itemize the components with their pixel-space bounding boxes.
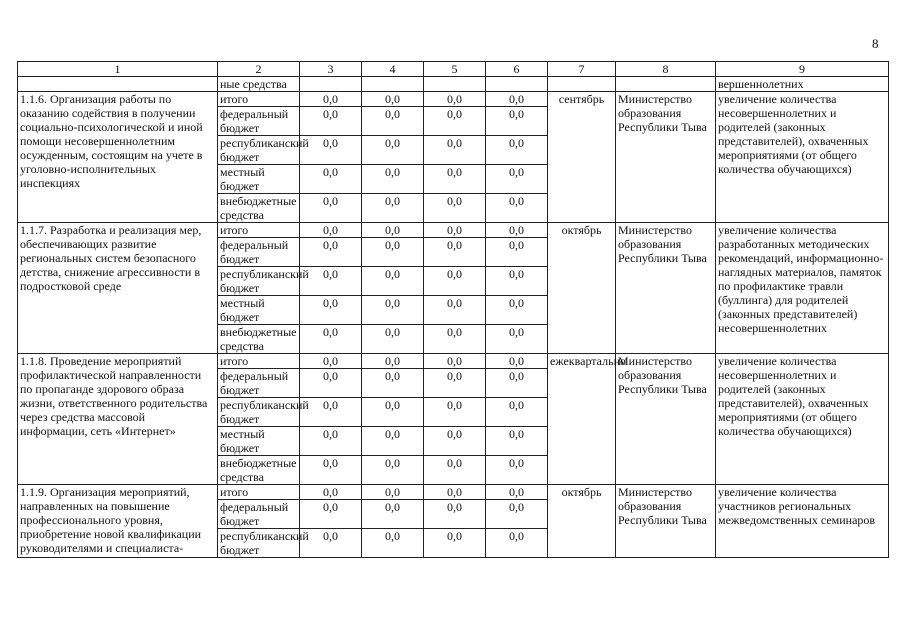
funding-source-label: внебюджетные средства bbox=[218, 325, 300, 354]
continuation-result-text: вершеннолетних bbox=[716, 77, 889, 92]
funding-value: 0,0 bbox=[486, 325, 548, 354]
funding-source-label: местный бюджет bbox=[218, 296, 300, 325]
funding-value: 0,0 bbox=[362, 296, 424, 325]
funding-value: 0,0 bbox=[362, 398, 424, 427]
funding-value: 0,0 bbox=[486, 485, 548, 500]
funding-value: 0,0 bbox=[486, 107, 548, 136]
funding-value: 0,0 bbox=[486, 369, 548, 398]
table-row bbox=[18, 485, 889, 500]
funding-source-label: республиканский бюджет bbox=[218, 529, 300, 558]
funding-value: 0,0 bbox=[486, 267, 548, 296]
funding-value: 0,0 bbox=[362, 354, 424, 369]
funding-source-label: итого bbox=[218, 223, 300, 238]
funding-source-label: местный бюджет bbox=[218, 427, 300, 456]
header-cell: 4 bbox=[362, 62, 424, 77]
funding-source-label: республиканский бюджет bbox=[218, 267, 300, 296]
funding-value: 0,0 bbox=[362, 238, 424, 267]
funding-value: 0,0 bbox=[486, 354, 548, 369]
funding-value: 0,0 bbox=[486, 456, 548, 485]
table-cell bbox=[362, 77, 424, 92]
funding-value: 0,0 bbox=[300, 427, 362, 456]
header-cell: 6 bbox=[486, 62, 548, 77]
funding-value: 0,0 bbox=[486, 194, 548, 223]
funding-value: 0,0 bbox=[424, 485, 486, 500]
expected-result: увеличение количества разработанных методических рекомендаций, информационно-наглядных материалов, памяток по профилактике травли (буллинга) для родителей (законных представителей) несовершеннолетних bbox=[716, 223, 889, 354]
table-row bbox=[18, 223, 889, 238]
funding-source-label: федеральный бюджет bbox=[218, 238, 300, 267]
table-cell bbox=[548, 77, 616, 92]
funding-value: 0,0 bbox=[362, 485, 424, 500]
funding-value: 0,0 bbox=[424, 194, 486, 223]
funding-source-label: республиканский бюджет bbox=[218, 398, 300, 427]
funding-source-label: федеральный бюджет bbox=[218, 369, 300, 398]
funding-value: 0,0 bbox=[424, 136, 486, 165]
funding-value: 0,0 bbox=[362, 500, 424, 529]
funding-value: 0,0 bbox=[424, 223, 486, 238]
page-number: 8 bbox=[872, 36, 879, 51]
funding-value: 0,0 bbox=[362, 223, 424, 238]
funding-value: 0,0 bbox=[300, 136, 362, 165]
funding-value: 0,0 bbox=[486, 136, 548, 165]
funding-value: 0,0 bbox=[486, 165, 548, 194]
execution-period: сентябрь bbox=[548, 92, 616, 223]
funding-value: 0,0 bbox=[486, 500, 548, 529]
activity-title: 1.1.8. Проведение мероприятий профилактической направленности по пропаганде здорового образа жизни, ответственного родительства через средства массовой информации, сеть «Интернет» bbox=[18, 354, 218, 485]
header-cell: 7 bbox=[548, 62, 616, 77]
funding-source-label: внебюджетные средства bbox=[218, 456, 300, 485]
funding-source-label: федеральный бюджет bbox=[218, 500, 300, 529]
funding-source-label: республиканский бюджет bbox=[218, 136, 300, 165]
funding-value: 0,0 bbox=[362, 267, 424, 296]
expected-result: увеличение количества участников региональных межведомственных семинаров bbox=[716, 485, 889, 558]
funding-value: 0,0 bbox=[300, 354, 362, 369]
funding-value: 0,0 bbox=[486, 238, 548, 267]
table-row bbox=[18, 354, 889, 369]
header-cell: 1 bbox=[18, 62, 218, 77]
execution-period: октябрь bbox=[548, 223, 616, 354]
funding-value: 0,0 bbox=[486, 398, 548, 427]
execution-period: ежеквартально bbox=[548, 354, 616, 485]
continuation-source-label: ные средства bbox=[218, 77, 300, 92]
funding-value: 0,0 bbox=[300, 369, 362, 398]
expected-result: увеличение количества несовершеннолетних и родителей (законных представителей), охваченных мероприятиями (от общего количества обучающихся) bbox=[716, 92, 889, 223]
funding-value: 0,0 bbox=[424, 296, 486, 325]
funding-value: 0,0 bbox=[486, 92, 548, 107]
funding-value: 0,0 bbox=[424, 267, 486, 296]
table-cell bbox=[300, 77, 362, 92]
funding-value: 0,0 bbox=[300, 296, 362, 325]
funding-value: 0,0 bbox=[424, 427, 486, 456]
activity-title: 1.1.6. Организация работы по оказанию содействия в получении социально-психологической и иной помощи несовершеннолетним осужденным, состоящим на учете в уголовно-исполнительных инспекциях bbox=[18, 92, 218, 223]
funding-source-label: итого bbox=[218, 92, 300, 107]
funding-value: 0,0 bbox=[424, 165, 486, 194]
funding-value: 0,0 bbox=[300, 194, 362, 223]
table-row bbox=[18, 92, 889, 107]
funding-source-label: итого bbox=[218, 354, 300, 369]
funding-value: 0,0 bbox=[424, 456, 486, 485]
funding-value: 0,0 bbox=[424, 92, 486, 107]
funding-value: 0,0 bbox=[424, 107, 486, 136]
funding-value: 0,0 bbox=[424, 354, 486, 369]
execution-period: октябрь bbox=[548, 485, 616, 558]
funding-source-label: итого bbox=[218, 485, 300, 500]
funding-value: 0,0 bbox=[300, 107, 362, 136]
funding-value: 0,0 bbox=[362, 456, 424, 485]
funding-value: 0,0 bbox=[424, 398, 486, 427]
funding-value: 0,0 bbox=[362, 136, 424, 165]
funding-value: 0,0 bbox=[300, 485, 362, 500]
activity-title: 1.1.7. Разработка и реализация мер, обеспечивающих развитие региональных систем безопасного детства, снижение агрессивности в подростковой среде bbox=[18, 223, 218, 354]
header-cell: 9 bbox=[716, 62, 889, 77]
funding-value: 0,0 bbox=[300, 165, 362, 194]
header-cell: 2 bbox=[218, 62, 300, 77]
funding-value: 0,0 bbox=[300, 92, 362, 107]
funding-value: 0,0 bbox=[300, 223, 362, 238]
funding-value: 0,0 bbox=[300, 267, 362, 296]
responsible-executor: Министерство образования Республики Тыва bbox=[616, 485, 716, 558]
funding-value: 0,0 bbox=[362, 369, 424, 398]
funding-value: 0,0 bbox=[486, 223, 548, 238]
funding-source-label: федеральный бюджет bbox=[218, 107, 300, 136]
funding-value: 0,0 bbox=[362, 92, 424, 107]
funding-value: 0,0 bbox=[300, 238, 362, 267]
header-row bbox=[18, 62, 889, 77]
funding-value: 0,0 bbox=[486, 529, 548, 558]
table-cell bbox=[486, 77, 548, 92]
header-cell: 3 bbox=[300, 62, 362, 77]
funding-source-label: местный бюджет bbox=[218, 165, 300, 194]
header-cell: 8 bbox=[616, 62, 716, 77]
table-cell bbox=[18, 77, 218, 92]
funding-value: 0,0 bbox=[362, 427, 424, 456]
expected-result: увеличение количества несовершеннолетних и родителей (законных представителей), охваченных мероприятиями (от общего количества обучающихся) bbox=[716, 354, 889, 485]
funding-value: 0,0 bbox=[300, 500, 362, 529]
funding-value: 0,0 bbox=[424, 500, 486, 529]
funding-value: 0,0 bbox=[424, 529, 486, 558]
funding-value: 0,0 bbox=[424, 369, 486, 398]
funding-value: 0,0 bbox=[300, 398, 362, 427]
funding-value: 0,0 bbox=[362, 325, 424, 354]
funding-value: 0,0 bbox=[300, 456, 362, 485]
continuation-row bbox=[18, 77, 889, 92]
funding-value: 0,0 bbox=[424, 325, 486, 354]
funding-value: 0,0 bbox=[300, 325, 362, 354]
activity-table bbox=[17, 61, 889, 558]
responsible-executor: Министерство образования Республики Тыва bbox=[616, 223, 716, 354]
activity-title: 1.1.9. Организация мероприятий, направленных на повышение профессионального уровня, приобретение новой квалификации руководителями и специалиста- bbox=[18, 485, 218, 558]
funding-value: 0,0 bbox=[362, 194, 424, 223]
funding-value: 0,0 bbox=[486, 296, 548, 325]
funding-value: 0,0 bbox=[362, 529, 424, 558]
funding-source-label: внебюджетные средства bbox=[218, 194, 300, 223]
responsible-executor: Министерство образования Республики Тыва bbox=[616, 354, 716, 485]
table-cell bbox=[616, 77, 716, 92]
funding-value: 0,0 bbox=[486, 427, 548, 456]
funding-value: 0,0 bbox=[424, 238, 486, 267]
funding-value: 0,0 bbox=[300, 529, 362, 558]
header-cell: 5 bbox=[424, 62, 486, 77]
table-cell bbox=[424, 77, 486, 92]
funding-value: 0,0 bbox=[362, 165, 424, 194]
funding-value: 0,0 bbox=[362, 107, 424, 136]
responsible-executor: Министерство образования Республики Тыва bbox=[616, 92, 716, 223]
